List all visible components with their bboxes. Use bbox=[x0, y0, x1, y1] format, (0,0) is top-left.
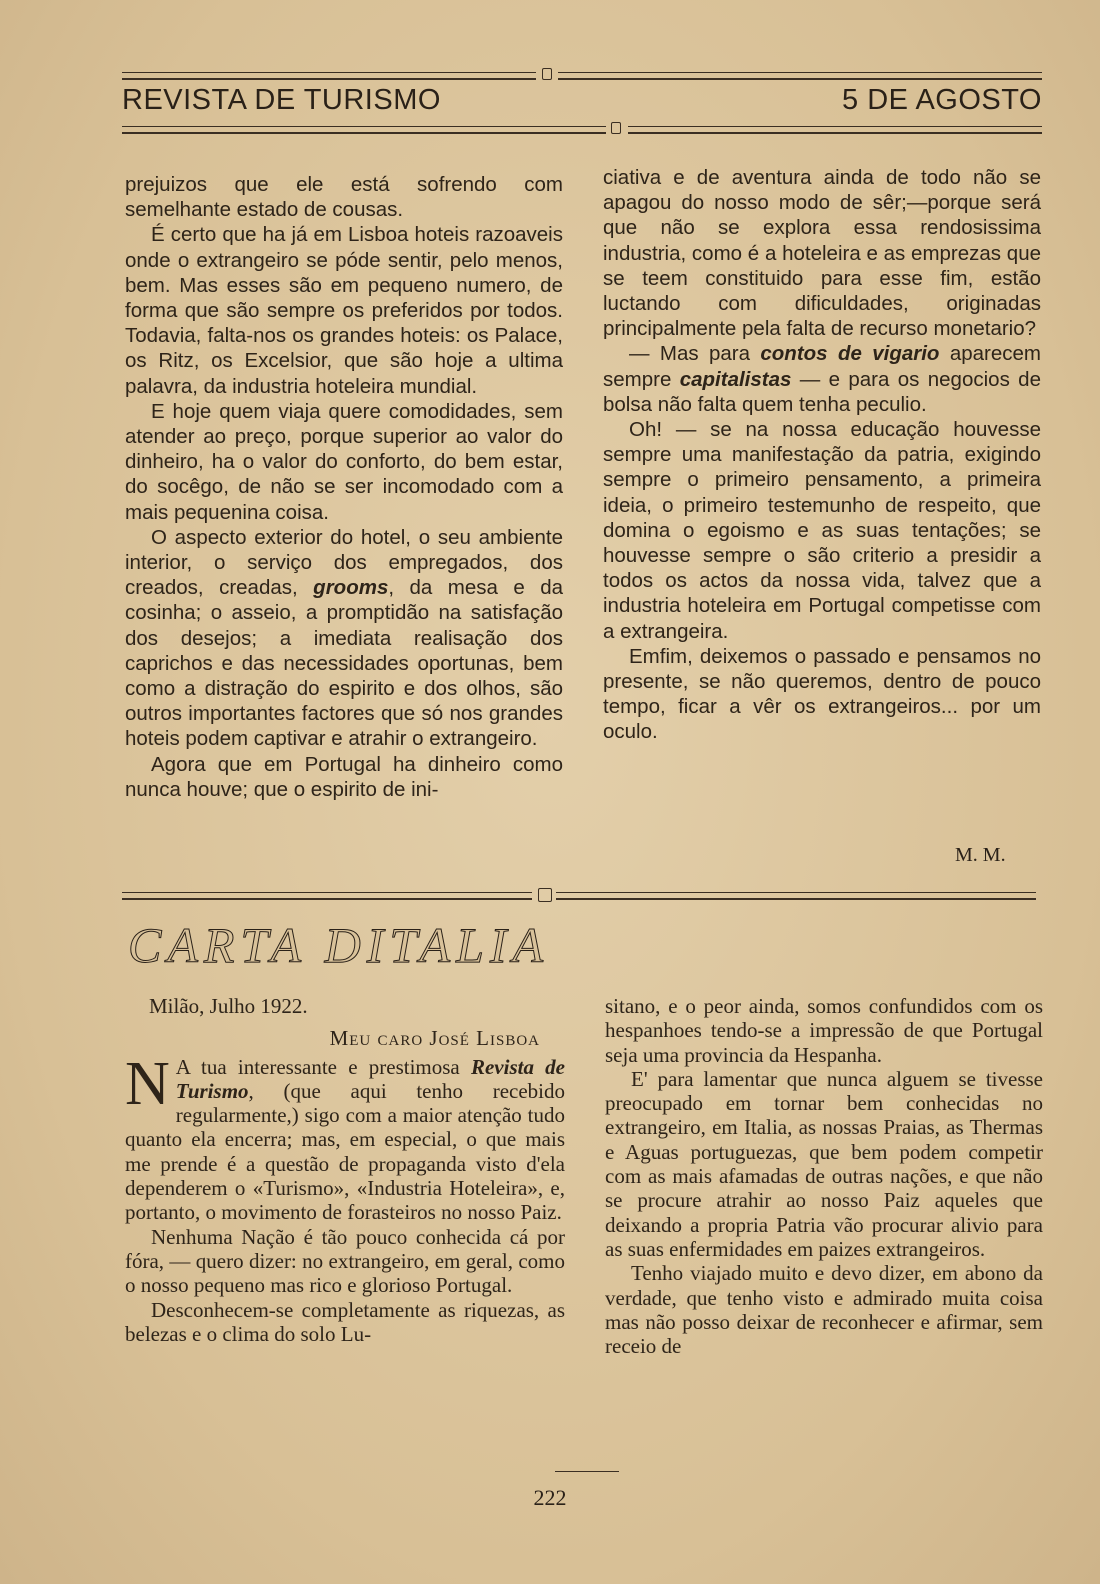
article1-left-column bbox=[125, 172, 563, 802]
drop-cap: N bbox=[125, 1049, 170, 1118]
header-bottom-rule-left bbox=[122, 126, 606, 134]
article2-left-column bbox=[125, 994, 565, 1346]
text-run: — Mas para bbox=[629, 342, 750, 366]
emphasis-contos: contos de vigario bbox=[760, 342, 940, 366]
page-number: 222 bbox=[533, 1485, 567, 1510]
header-top-rule-right bbox=[558, 72, 1042, 80]
paragraph: ciativa e de aventura ainda de todo não se apagou do nosso modo de sêr;—porque será que não se explora essa rendosissima industria, como é a hoteleira e as emprezas que se teem constituido para esse fim, estão luctando com dificuldades, originadas principalmente pela falta de recurso monetario? bbox=[603, 166, 1041, 341]
header-bottom-rule-right bbox=[628, 126, 1042, 134]
article-title: CARTA DITALIA bbox=[128, 917, 550, 973]
paragraph: Agora que em Portugal ha dinheiro como nunca houve; que o espirito de ini- bbox=[125, 752, 563, 801]
signature: M. M. bbox=[955, 844, 1006, 866]
paragraph: E hoje quem viaja quere comodidades, sem atender ao preço, porque superior ao valor do dinheiro, ha o valor do conforto, do bem estar, do socêgo, de não se ser incomodado com a mais pequenina coisa. bbox=[125, 399, 563, 524]
paragraph: sitano, e o peor ainda, somos confundidos com os hespanhoes tendo-se a impressão de que Portugal seja uma provincia da Hespanha. bbox=[605, 994, 1043, 1067]
header-top-rule-left bbox=[122, 72, 536, 80]
text-run: A tua interessante e prestimosa bbox=[175, 1054, 460, 1079]
paragraph: Desconhecem-se completamente as riquezas, as belezas e o clima do solo Lu- bbox=[125, 1297, 565, 1346]
opening-paragraph bbox=[125, 1049, 565, 1225]
place-date: Milão, Julho 1922. bbox=[149, 994, 308, 1018]
text-run: aparecem sempre bbox=[603, 342, 1041, 391]
magazine-title: REVISTA DE TURISMO bbox=[122, 84, 441, 116]
paragraph: É certo que ha já em Lisboa hoteis razoaveis onde o extrangeiro se póde sentir, pelo menos, bem. Mas esses são em pequeno numero, de forma que são sempre os preferidos por todos. Todavia, falta-nos os grandes hoteis: os Palace, os Ritz, os Excelsior, que são hoje a ultima palavra, da industria hoteleira mundial. bbox=[125, 223, 563, 398]
text-run: — e para os negocios de bolsa não falta quem tenha peculio. bbox=[603, 367, 1041, 416]
emphasis-revista: Revista de Turismo bbox=[175, 1054, 565, 1103]
text-run: , (que aqui tenho recebido regularmente,) sigo com a maior atenção tudo quanto ela encerra; mas, em especial, o que mais me prende é a questão de propaganda visto d'ela dependerem o «Turismo», «Industria Hoteleira», e, portanto, o movimento de forasteiros no nosso Paiz. bbox=[125, 1078, 565, 1225]
text-run: , da mesa e da cosinha; o asseio, a promptidão na satisfação dos desejos; a imediata realisação dos caprichos e das necessidades oportunas, bem como a distração do espirito e dos olhos, são outros importantes factores que só nos grandes hoteis podem captivar e atrahir o extrangeiro. bbox=[125, 576, 563, 751]
paragraph: Nenhuma Nação é tão pouco conhecida cá por fóra, — quero dizer: no extrangeiro, em geral, como o nosso pequeno mas rico e glorioso Portugal. bbox=[125, 1224, 565, 1298]
section-rule-right bbox=[556, 892, 1036, 900]
ornament-icon bbox=[611, 122, 621, 134]
issue-date: 5 DE AGOSTO bbox=[842, 84, 1042, 116]
page-number-rule bbox=[555, 1471, 619, 1472]
article2-right-column bbox=[605, 994, 1043, 1358]
paragraph: E' para lamentar que nunca alguem se tivesse preocupado em tornar bem conhecidas no extrangeiro, em Italia, as nossas Praias, as Thermas e Aguas portuguezas, que bem podem competir com as mais afamadas de outras nações, e que não se procure atrahir ao nosso Paiz aqueles que deixando a propria Patria vão procurar alivio para as suas enfermidades em paizes extrangeiros. bbox=[605, 1066, 1043, 1261]
paragraph bbox=[603, 341, 1041, 417]
salutation: Meu caro José Lisboa bbox=[329, 1026, 540, 1051]
ornament-icon bbox=[538, 888, 552, 902]
paragraph: prejuizos que ele está sofrendo com semelhante estado de cousas. bbox=[125, 173, 563, 222]
ornament-icon bbox=[542, 68, 552, 80]
paragraph: Oh! — se na nossa educação houvesse sempre uma manifestação da patria, exigindo sempre o primeiro pensamento, a primeira ideia, o primeiro testemunho de respeito, que domina o egoismo e as suas tentações; se houvesse sempre o são criterio a presidir a todos os actos da nossa vida, talvez que a industria hoteleira em Portugal competisse com a extrangeira. bbox=[603, 418, 1041, 643]
paragraph: Emfim, deixemos o passado e pensamos no presente, se não queremos, dentro de pouco tempo, ficar a vêr os extrangeiros... por um oculo. bbox=[603, 644, 1041, 744]
text-run: O aspecto exterior do hotel, o seu ambiente interior, o serviço dos empregados, dos creados, creadas, bbox=[125, 525, 563, 600]
paragraph: Tenho viajado muito e devo dizer, em abono da verdade, que tenho visto e admirado muita coisa mas não posso deixar de reconhecer e afirmar, sem receio de bbox=[605, 1261, 1043, 1359]
emphasis-grooms: grooms bbox=[313, 576, 389, 600]
article1-right-column bbox=[603, 165, 1041, 745]
paragraph bbox=[125, 525, 563, 752]
section-rule-left bbox=[122, 892, 532, 900]
emphasis-capitalistas: capitalistas bbox=[679, 367, 792, 391]
